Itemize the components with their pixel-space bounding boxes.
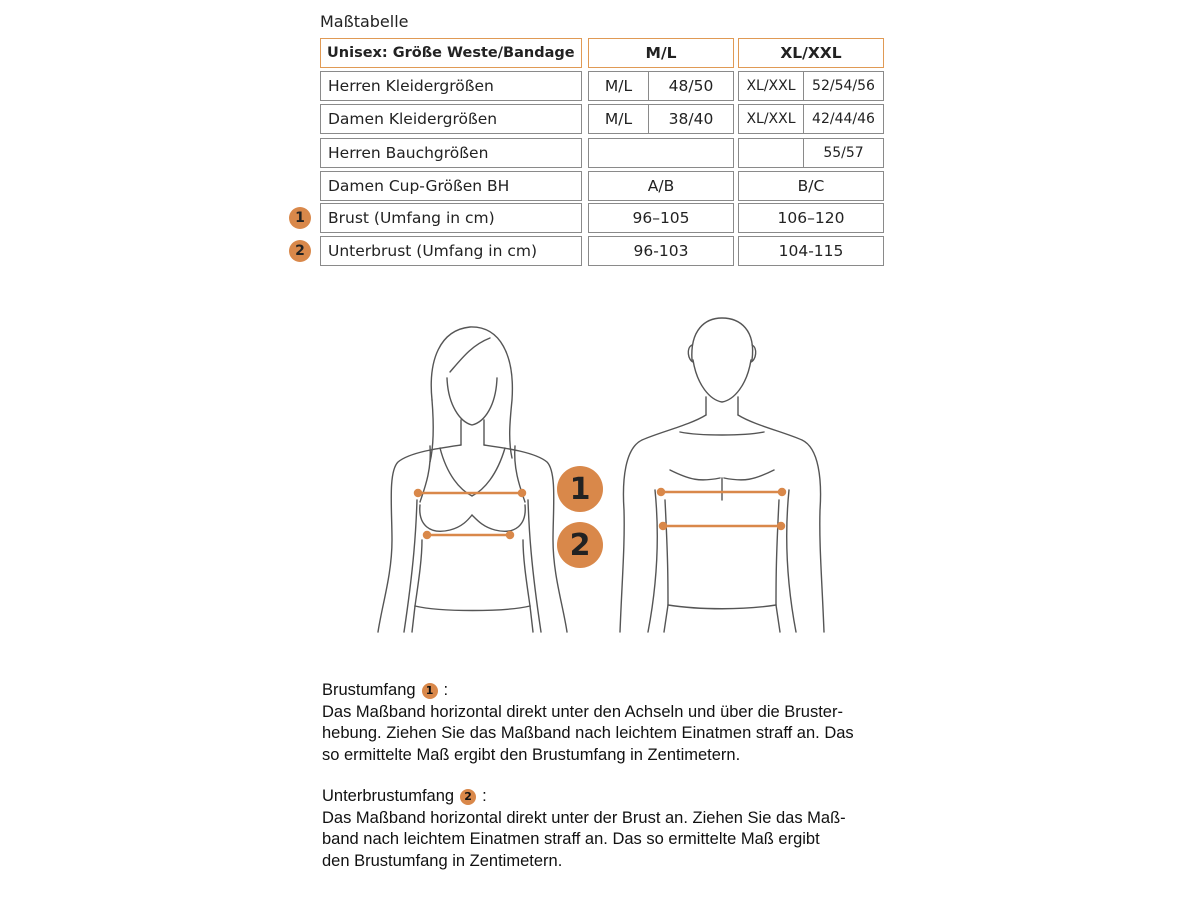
figure-marker-2: 2: [557, 522, 603, 568]
cell-xl-size: XL/XXL: [738, 71, 804, 101]
description-heading: [322, 786, 882, 808]
description-badge-2: 2: [460, 789, 476, 805]
description-line: hebung. Ziehen Sie das Maßband nach leichtem Einatmen straff an. Das: [322, 724, 854, 742]
page-title: Maßtabelle: [320, 12, 409, 31]
description-colon: :: [443, 681, 449, 699]
description-line: Das Maßband horizontal direkt unter den Achseln und über die Bruster-: [322, 702, 843, 721]
row-label-herren-kleider: Herren Kleidergrößen: [320, 71, 582, 101]
row-label-damen-kleider: Damen Kleidergrößen: [320, 104, 582, 134]
man-figure: [620, 318, 824, 632]
cell-ml-cup: A/B: [588, 171, 734, 201]
marker-badge-1: 1: [289, 207, 311, 229]
cell-xl-cup: B/C: [738, 171, 884, 201]
cell-ml-brust: 96–105: [588, 203, 734, 233]
description-colon: :: [482, 787, 487, 805]
description-title: Brustumfang: [322, 681, 416, 699]
cell-xl-size: XL/XXL: [738, 104, 804, 134]
description-heading: [322, 680, 882, 702]
description-line: den Brustumfang in Zentimetern.: [322, 851, 563, 870]
table-header-label: Unisex: Größe Weste/Bandage: [320, 38, 582, 68]
table-header-ml: M/L: [588, 38, 734, 68]
description-title: Unterbrustumfang: [322, 787, 455, 805]
description-badge-1: 1: [422, 683, 438, 699]
cell-xl-value: 42/44/46: [803, 104, 884, 134]
row-label-herren-bauch: Herren Bauchgrößen: [320, 138, 582, 168]
woman-figure: [378, 327, 567, 632]
woman-underbust-dot-left: [424, 532, 430, 538]
cell-xl-unterbrust: 104-115: [738, 236, 884, 266]
man-underbust-dot-right: [778, 523, 784, 529]
cell-ml-unterbrust: 96-103: [588, 236, 734, 266]
description-line: band nach leichtem Einatmen straff an. Das so ermittelte Maß ergibt: [322, 830, 820, 848]
row-label-damen-cup: Damen Cup-Größen BH: [320, 171, 582, 201]
cell-ml-size: M/L: [588, 71, 649, 101]
woman-chest-dot-right: [519, 490, 525, 496]
woman-underbust-dot-right: [507, 532, 513, 538]
description-brustumfang: [322, 680, 882, 766]
marker-badge-2: 2: [289, 240, 311, 262]
man-chest-dot-left: [658, 489, 664, 495]
cell-xl-value: 52/54/56: [803, 71, 884, 101]
cell-xl-value: 55/57: [803, 138, 884, 168]
row-label-unterbrust: Unterbrust (Umfang in cm): [320, 236, 582, 266]
woman-chest-dot-left: [415, 490, 421, 496]
row-label-brust: Brust (Umfang in cm): [320, 203, 582, 233]
table-header-xl: XL/XXL: [738, 38, 884, 68]
man-underbust-dot-left: [660, 523, 666, 529]
figure-marker-1: 1: [557, 466, 603, 512]
cell-ml-size: M/L: [588, 104, 649, 134]
description-line: so ermittelte Maß ergibt den Brustumfang in Zentimetern.: [322, 745, 741, 764]
description-line: Das Maßband horizontal direkt unter der Brust an. Ziehen Sie das Maß-: [322, 808, 846, 827]
cell-ml-value: 38/40: [648, 104, 734, 134]
cell-xl-brust: 106–120: [738, 203, 884, 233]
description-unterbrustumfang: [322, 786, 882, 872]
man-chest-dot-right: [779, 489, 785, 495]
cell-ml-value: 48/50: [648, 71, 734, 101]
